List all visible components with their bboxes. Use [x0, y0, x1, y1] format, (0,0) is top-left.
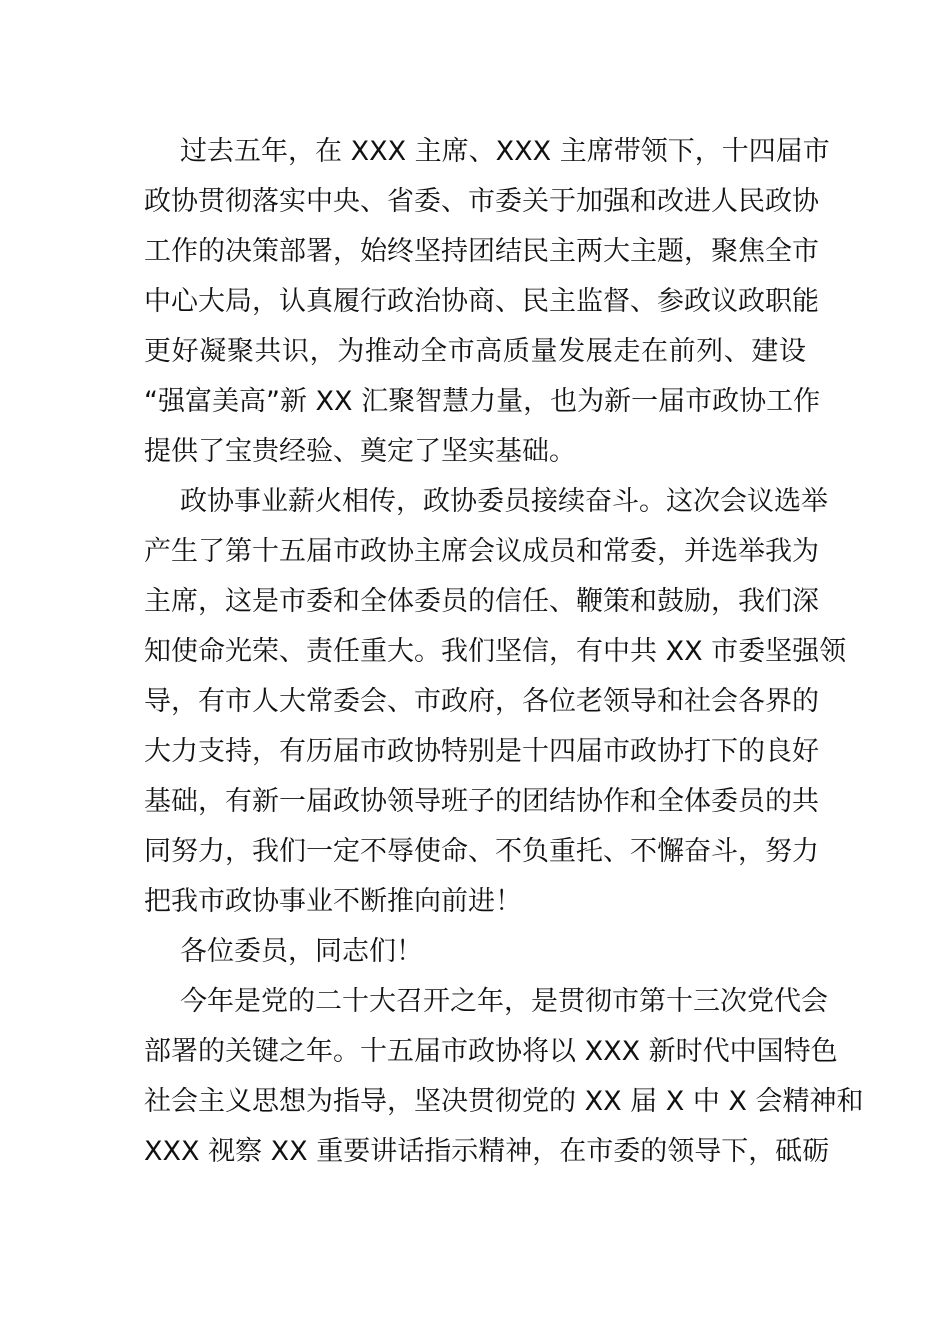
text-line: 更好凝聚共识，为推动全市高质量发展走在前列、建设: [144, 336, 806, 367]
text-line: 主席，这是市委和全体委员的信任、鞭策和鼓励，我们深: [144, 586, 819, 617]
text-line: 提供了宝贵经验、奠定了坚实基础。: [144, 436, 576, 467]
text-line: 今年是党的二十大召开之年，是贯彻市第十三次党代会: [180, 986, 828, 1017]
paragraph-2: [144, 477, 847, 927]
text-line: XXX 视察 XX 重要讲话指示精神，在市委的领导下，砥砺: [144, 1136, 830, 1167]
text-line: 各位委员，同志们！: [180, 936, 423, 967]
text-line: 过去五年，在 XXX 主席、XXX 主席带领下，十四届市: [180, 136, 830, 167]
paragraph-1: [144, 127, 830, 477]
text-line: 中心大局，认真履行政治协商、民主监督、参政议政职能: [144, 286, 819, 317]
text-line: 导，有市人大常委会、市政府，各位老领导和社会各界的: [144, 686, 819, 717]
text-line: 工作的决策部署，始终坚持团结民主两大主题，聚焦全市: [144, 236, 819, 267]
paragraph-3: [144, 927, 806, 977]
text-line: 政协贯彻落实中央、省委、市委关于加强和改进人民政协: [144, 186, 819, 217]
text-line: “强富美高”新 XX 汇聚智慧力量，也为新一届市政协工作: [144, 386, 821, 417]
text-line: 产生了第十五届市政协主席会议成员和常委，并选举我为: [144, 536, 819, 567]
text-line: 同努力，我们一定不辱使命、不负重托、不懈奋斗，努力: [144, 836, 819, 867]
text-line: 大力支持，有历届市政协特别是十四届市政协打下的良好: [144, 736, 819, 767]
text-line: 政协事业薪火相传，政协委员接续奋斗。这次会议选举: [180, 486, 828, 517]
text-line: 部署的关键之年。十五届市政协将以 XXX 新时代中国特色: [144, 1036, 838, 1067]
text-line: 知使命光荣、责任重大。我们坚信，有中共 XX 市委坚强领: [144, 636, 847, 667]
document-body: [144, 127, 864, 1177]
text-line: 社会主义思想为指导，坚决贯彻党的 XX 届 X 中 X 会精神和: [144, 1086, 864, 1117]
paragraph-4: [144, 977, 864, 1177]
text-line: 把我市政协事业不断推向前进！: [144, 886, 522, 917]
text-line: 基础，有新一届政协领导班子的团结协作和全体委员的共: [144, 786, 819, 817]
